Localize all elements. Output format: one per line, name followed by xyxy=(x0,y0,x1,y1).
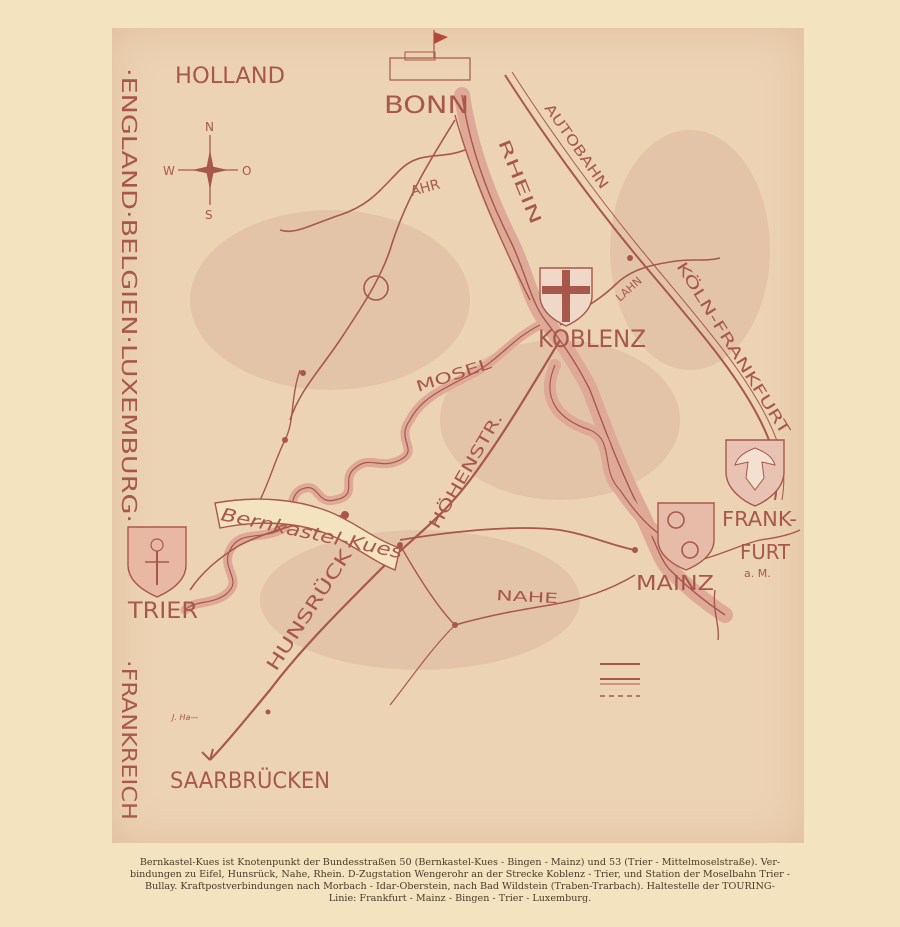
label-nahe: NAHE xyxy=(495,588,537,607)
caption-line-3: Bullay. Kraftpostverbindungen nach Morbach - Idar-Oberstein, nach Bad Wildstein (Traben-Trarbach). Haltestelle der TOURING- xyxy=(145,881,775,892)
compass-rose-icon xyxy=(178,135,238,205)
label-trier: TRIER xyxy=(126,599,198,624)
label-koeln-frankfurt: KÖLN-FRANKFURT xyxy=(672,258,759,382)
label-bonn: BONN xyxy=(384,91,469,119)
compass-o: O xyxy=(242,164,252,178)
caption-line-1: Bernkastel-Kues ist Knotenpunkt der Bundesstraßen 50 (Bernkastel-Kues - Bingen - Mainz) und 53 (Trier - Mittelmoselstraße). Ver- xyxy=(139,857,781,868)
map-caption xyxy=(110,857,810,905)
label-furt: FURT xyxy=(740,540,791,564)
caption-line-4: Linie: Frankfurt - Mainz - Bingen - Trier - Luxemburg. xyxy=(328,893,592,904)
label-mosel: MOSEL xyxy=(413,362,469,396)
arrow-saarbruecken xyxy=(202,749,213,760)
label-frankreich: ·FRANKREICH xyxy=(117,660,141,795)
label-autobahn: AUTOBAHN xyxy=(540,101,600,176)
label-saarbruecken: SAARBRÜCKEN xyxy=(170,769,337,794)
map-drawing xyxy=(112,28,804,843)
label-frank: FRANK- xyxy=(722,507,797,531)
label-lahn: LAHN xyxy=(613,274,645,305)
label-holland: HOLLAND xyxy=(175,64,285,89)
trier-coat-of-arms-icon xyxy=(128,527,186,597)
label-hunsrueck: HUNSRÜCK xyxy=(262,578,336,675)
compass-n: N xyxy=(205,120,214,134)
compass-w: W xyxy=(163,164,175,178)
map-panel xyxy=(112,28,804,843)
bonn-castle-icon xyxy=(390,30,470,80)
label-koblenz: KOBLENZ xyxy=(538,325,646,353)
artist-signature: J. Ha— xyxy=(172,713,199,722)
label-rhein: RHEIN xyxy=(494,136,531,190)
label-am-main: a. M. xyxy=(744,567,771,580)
road-west xyxy=(260,370,300,500)
label-mainz: MAINZ xyxy=(636,571,714,595)
legend-lines xyxy=(600,664,640,696)
caption-line-2: bindungen zu Eifel, Hunsrück, Nahe, Rhein. D-Zugstation Wengerohr an der Strecke Koblenz - Trier, und Station der Moselbahn Trier - xyxy=(129,869,791,880)
label-england-belgien-luxemburg: ·ENGLAND·BELGIEN·LUXEMBURG· xyxy=(117,68,141,405)
label-ahr: AHR xyxy=(408,176,442,200)
label-hoehenstr: HÖHENSTR. xyxy=(425,440,489,532)
label-bernkastel-kues: Bernkastel-Kues xyxy=(218,504,367,556)
compass-s: S xyxy=(205,208,213,222)
